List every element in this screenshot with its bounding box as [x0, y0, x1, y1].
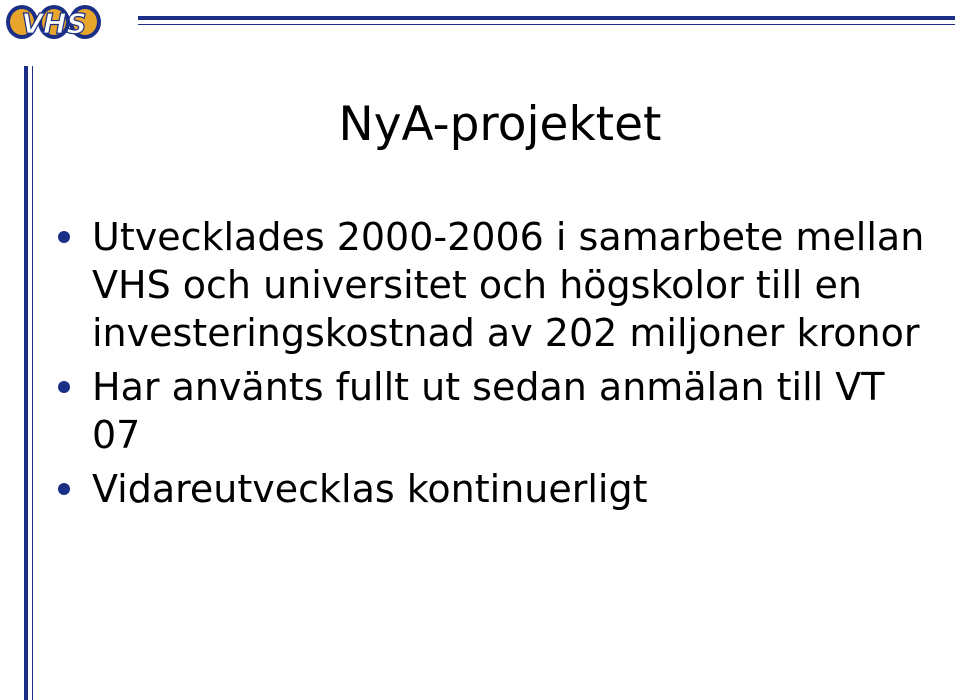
bullet-item: [58, 213, 928, 357]
bullet-text: Har använts fullt ut sedan anmälan till VT 07: [92, 365, 885, 457]
vhs-logo-graphic: [4, 2, 104, 42]
bullet-dot-icon: [58, 483, 70, 495]
bullet-text: Vidareutvecklas kontinuerligt: [92, 467, 648, 511]
bullet-item: [58, 363, 928, 459]
left-divider-thick: [24, 66, 28, 700]
bullet-dot-icon: [58, 231, 70, 243]
bullet-text: Utvecklades 2000-2006 i samarbete mellan VHS och universitet och högskolor till en investeringskostnad av 202 miljoner kronor: [92, 215, 925, 355]
left-divider-thin: [32, 66, 33, 700]
bullet-list: [58, 213, 928, 519]
vhs-logo: [4, 2, 104, 42]
top-divider-thin: [138, 24, 955, 25]
slide-title: NyA-projektet: [338, 97, 662, 152]
bullet-item: [58, 465, 928, 513]
top-divider-thick: [138, 16, 955, 20]
bullet-dot-icon: [58, 381, 70, 393]
vhs-logo-text: VHS: [21, 7, 87, 40]
